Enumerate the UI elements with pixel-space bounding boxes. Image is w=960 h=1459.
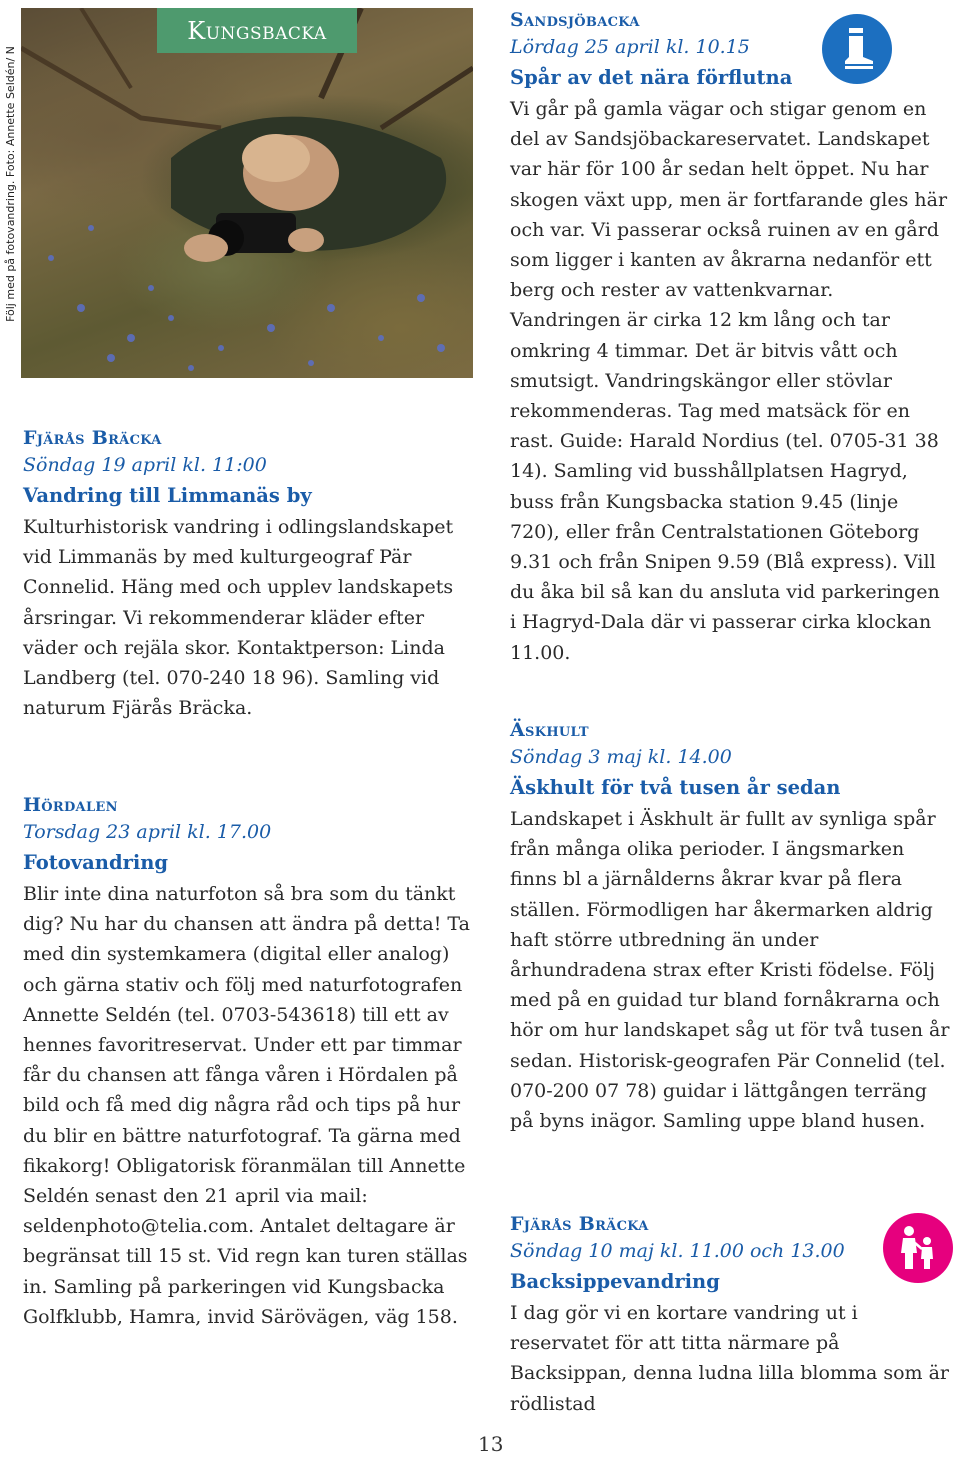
- event-askhult: [510, 718, 950, 1136]
- event-date: Söndag 10 maj kl. 11.00 och 13.00: [510, 1240, 845, 1262]
- photo-credit: Följ med på fotovandring. Foto: Annette Seldén/ N: [4, 46, 17, 322]
- event-place: Sandsjöbacka: [510, 9, 640, 31]
- event-description: Kulturhistorisk vandring i odlingslandskapet vid Limmanäs by med kulturgeograf Pär Connelid. Häng med och upplev landskapets årsringar. Vi rekommenderar kläder efter väder och rejäla skor. Kontaktperson: Linda Landberg (tel. 070-240 18 96). Samling vid naturum Fjärås Bräcka.: [23, 516, 454, 720]
- family-icon: [883, 1213, 953, 1283]
- header-photo: [21, 8, 473, 378]
- event-date: Söndag 3 maj kl. 14.00: [510, 746, 732, 768]
- event-title: Backsippevandring: [510, 1270, 720, 1293]
- event-title: Fotovandring: [23, 851, 169, 874]
- event-description: Vi går på gamla vägar och stigar genom en del av Sandsjöbackareservatet. Landskapet var här för 100 år sedan helt öppet. Nu har skogen växt upp, men är fortfarande gles här och var. Vi passerar också ruinen av en gård som ligger i kanten av åkrarna nedanför ett berg och rester av vattenkvarnar. Vandringen är cirka 12 km lång och tar omkring 4 timmar. Det är bitvis vått och smutsigt. Vandringskängor eller stövlar rekommenderas. Tag med matsäck för en rast. Guide: Harald Nordius (tel. 0705-31 38 14). Samling vid busshållplatsen Hagryd, buss från Kungsbacka station 9.45 (linje 720), eller från Centralstationen Göteborg 9.31 och från Snipen 9.59 (Blå express). Vill du åka bil så kan du ansluta vid parkeringen i Hagryd-Dala där vi passerar cirka klockan 11.00.: [510, 98, 948, 664]
- boot-icon: [822, 14, 892, 84]
- event-place: Äskhult: [510, 719, 589, 741]
- event-date: Söndag 19 april kl. 11:00: [23, 454, 267, 476]
- event-title: Vandring till Limmanäs by: [23, 484, 312, 507]
- event-date: Torsdag 23 april kl. 17.00: [23, 821, 272, 843]
- page-number: 13: [478, 1432, 504, 1456]
- event-fjaras-bracka-1: [23, 426, 478, 723]
- event-place: Hördalen: [23, 794, 118, 816]
- event-date: Lördag 25 april kl. 10.15: [510, 36, 750, 58]
- photo-scene: [21, 8, 473, 378]
- section-title-band: [157, 8, 357, 53]
- event-hordalen: [23, 793, 478, 1332]
- event-sandsjobacka: [510, 8, 950, 668]
- event-description: Blir inte dina naturfoton så bra som du tänkt dig? Nu har du chansen att ändra på detta! Ta med din systemkamera (digital eller analog) och gärna stativ och följ med naturfotografen Annette Seldén (tel. 0703-543618) till ett av hennes favoritreservat. Under ett par timmar får du chansen att fånga våren i Hördalen på bild och få med dig några råd och tips på hur du blir en bättre naturfotograf. Ta gärna med fikakorg! Obligatorisk föranmälan till Annette Seldén senast den 21 april via mail: seldenphoto@telia.com. Antalet deltagare är begränsat till 15 st. Vid regn kan turen ställas in. Samling på parkeringen vid Kungsbacka Golfklubb, Hamra, invid Särövägen, väg 158.: [23, 883, 470, 1328]
- event-place: Fjärås Bräcka: [23, 427, 162, 449]
- event-title: Äskhult för två tusen år sedan: [510, 776, 841, 799]
- event-description: I dag gör vi en kortare vandring ut i reservatet för att titta närmare på Backsippan, denna ludna lilla blomma som är rödlistad: [510, 1302, 949, 1415]
- event-title: Spår av det nära förflutna: [510, 66, 793, 89]
- event-place: Fjärås Bräcka: [510, 1213, 649, 1235]
- section-title: Kungsbacka: [187, 16, 327, 45]
- event-description: Landskapet i Äskhult är fullt av synliga spår från många olika perioder. I ängsmarken finns bl a järnålderns åkrar kvar på flera ställen. Förmodligen har åkermarken aldrig haft större utbredning än under århundradena strax efter Kristi födelse. Följ med på en guidad tur bland fornåkrarna och hör om hur landskapet såg ut för två tusen år sedan. Historisk-geografen Pär Connelid (tel. 070-200 07 78) guidar i lättgången terräng på byns inägor. Samling uppe bland husen.: [510, 808, 950, 1133]
